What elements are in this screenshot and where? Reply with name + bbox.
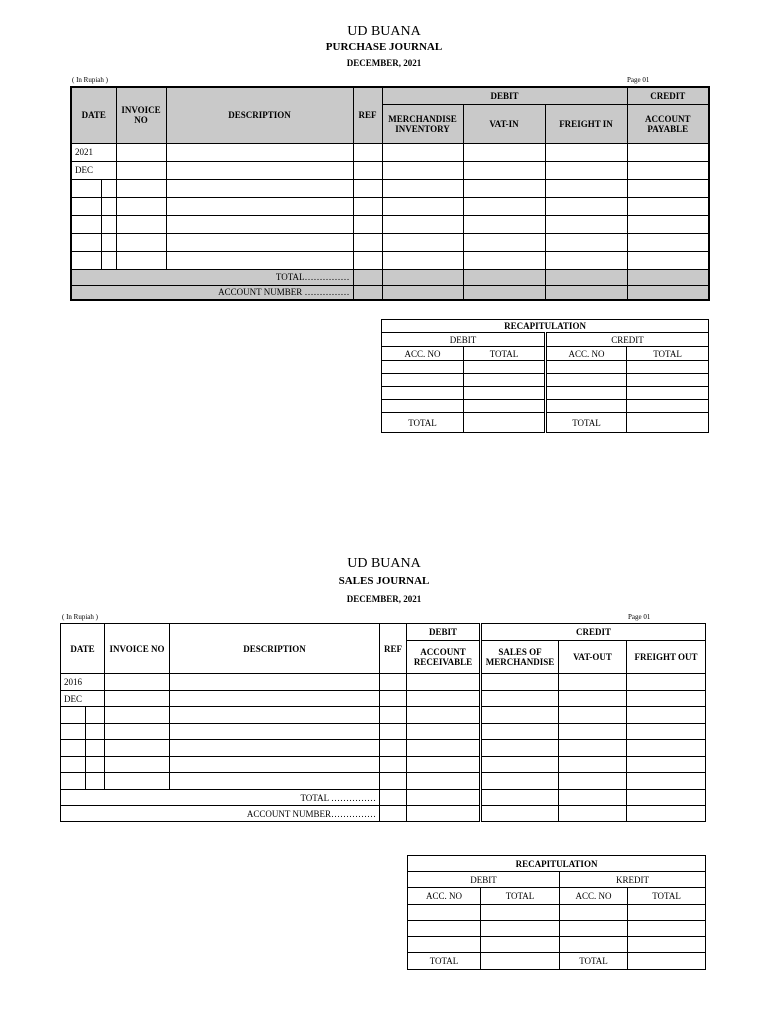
sales-journal-title: SALES JOURNAL bbox=[338, 575, 430, 587]
sales-period: DECEMBER, 2021 bbox=[346, 594, 422, 604]
table-row bbox=[61, 674, 706, 691]
purchase-company: UD BUANA bbox=[347, 24, 421, 39]
account-number-row bbox=[71, 285, 709, 300]
header-vat-in: VAT-IN bbox=[463, 104, 545, 143]
recap-debit-acc-no: ACC. NO bbox=[382, 347, 464, 361]
sales-total-row bbox=[61, 790, 706, 806]
sales-recap-debit-acc-no: ACC. NO bbox=[408, 888, 481, 905]
table-row bbox=[71, 161, 709, 179]
sales-account-number-label: ACCOUNT NUMBER…………… bbox=[61, 806, 380, 822]
recap-credit-total-label: TOTAL bbox=[546, 413, 627, 433]
sales-total-label: TOTAL …………… bbox=[61, 790, 380, 806]
recap-debit-total-label: TOTAL bbox=[382, 413, 464, 433]
table-row bbox=[61, 740, 706, 757]
table-row bbox=[61, 757, 706, 773]
sales-journal-table bbox=[60, 623, 706, 822]
header-account-payable: ACCOUNT PAYABLE bbox=[627, 104, 709, 143]
table-row bbox=[61, 707, 706, 724]
sales-header-credit: CREDIT bbox=[481, 624, 706, 641]
sales-recap-title: RECAPITULATION bbox=[408, 856, 706, 872]
sales-recap-credit-total: TOTAL bbox=[628, 888, 706, 905]
header-credit: CREDIT bbox=[627, 87, 709, 104]
total-label: TOTAL…………… bbox=[71, 269, 353, 285]
purchase-period: DECEMBER, 2021 bbox=[346, 58, 422, 68]
sales-recap-debit-total: TOTAL bbox=[481, 888, 560, 905]
sales-header-vat-out: VAT-OUT bbox=[559, 641, 627, 674]
account-number-label: ACCOUNT NUMBER …………… bbox=[71, 285, 353, 300]
sales-recap-credit-acc-no: ACC. NO bbox=[560, 888, 628, 905]
header-ref: REF bbox=[353, 87, 382, 143]
table-row bbox=[61, 773, 706, 790]
recap-title: RECAPITULATION bbox=[382, 320, 709, 333]
purchase-journal-title: PURCHASE JOURNAL bbox=[325, 41, 443, 53]
sales-header-sales-of-merchandise: SALES OF MERCHANDISE bbox=[481, 641, 559, 674]
row-year: 2021 bbox=[71, 143, 116, 161]
table-row bbox=[61, 691, 706, 707]
sales-recap-table bbox=[407, 855, 706, 970]
header-description: DESCRIPTION bbox=[166, 87, 353, 143]
header-debit: DEBIT bbox=[382, 87, 627, 104]
recap-credit-acc-no: ACC. NO bbox=[546, 347, 627, 361]
header-merchandise-inventory: MERCHANDISE INVENTORY bbox=[382, 104, 463, 143]
sales-header-freight-out: FREIGHT OUT bbox=[627, 641, 706, 674]
recap-debit: DEBIT bbox=[382, 333, 546, 347]
sales-company: UD BUANA bbox=[347, 556, 421, 571]
sales-header-description: DESCRIPTION bbox=[170, 624, 380, 674]
recap-credit: CREDIT bbox=[546, 333, 709, 347]
sales-recap-debit: DEBIT bbox=[408, 872, 560, 888]
total-row bbox=[71, 269, 709, 285]
sales-currency-note: ( In Rupiah ) bbox=[62, 613, 98, 621]
purchase-currency-note: ( In Rupiah ) bbox=[72, 76, 108, 84]
row-month: DEC bbox=[71, 161, 116, 179]
sales-header-invoice-no: INVOICE NO bbox=[105, 624, 170, 674]
sales-account-number-row bbox=[61, 806, 706, 822]
sales-recap-debit-total-label: TOTAL bbox=[408, 953, 481, 970]
purchase-journal-table bbox=[70, 86, 710, 301]
table-row bbox=[71, 197, 709, 215]
sales-row-year: 2016 bbox=[61, 674, 105, 691]
table-row bbox=[71, 143, 709, 161]
sales-row-month: DEC bbox=[61, 691, 105, 707]
header-freight-in: FREIGHT IN bbox=[545, 104, 627, 143]
table-row bbox=[71, 215, 709, 233]
sales-recap-credit-total-label: TOTAL bbox=[560, 953, 628, 970]
sales-header-account-receivable: ACCOUNT RECEIVABLE bbox=[407, 641, 481, 674]
table-row bbox=[61, 724, 706, 740]
table-row bbox=[71, 251, 709, 269]
recap-debit-total: TOTAL bbox=[464, 347, 546, 361]
table-row bbox=[71, 179, 709, 197]
header-date: DATE bbox=[71, 87, 116, 143]
table-row bbox=[71, 233, 709, 251]
recap-credit-total: TOTAL bbox=[627, 347, 709, 361]
purchase-recap-table bbox=[381, 319, 709, 433]
purchase-page-number: Page 01 bbox=[627, 76, 650, 84]
sales-page-number: Page 01 bbox=[628, 613, 651, 621]
sales-recap-credit: KREDIT bbox=[560, 872, 706, 888]
header-invoice-no: INVOICE NO bbox=[116, 87, 166, 143]
sales-header-ref: REF bbox=[380, 624, 407, 674]
sales-header-debit: DEBIT bbox=[407, 624, 481, 641]
sales-header-date: DATE bbox=[61, 624, 105, 674]
